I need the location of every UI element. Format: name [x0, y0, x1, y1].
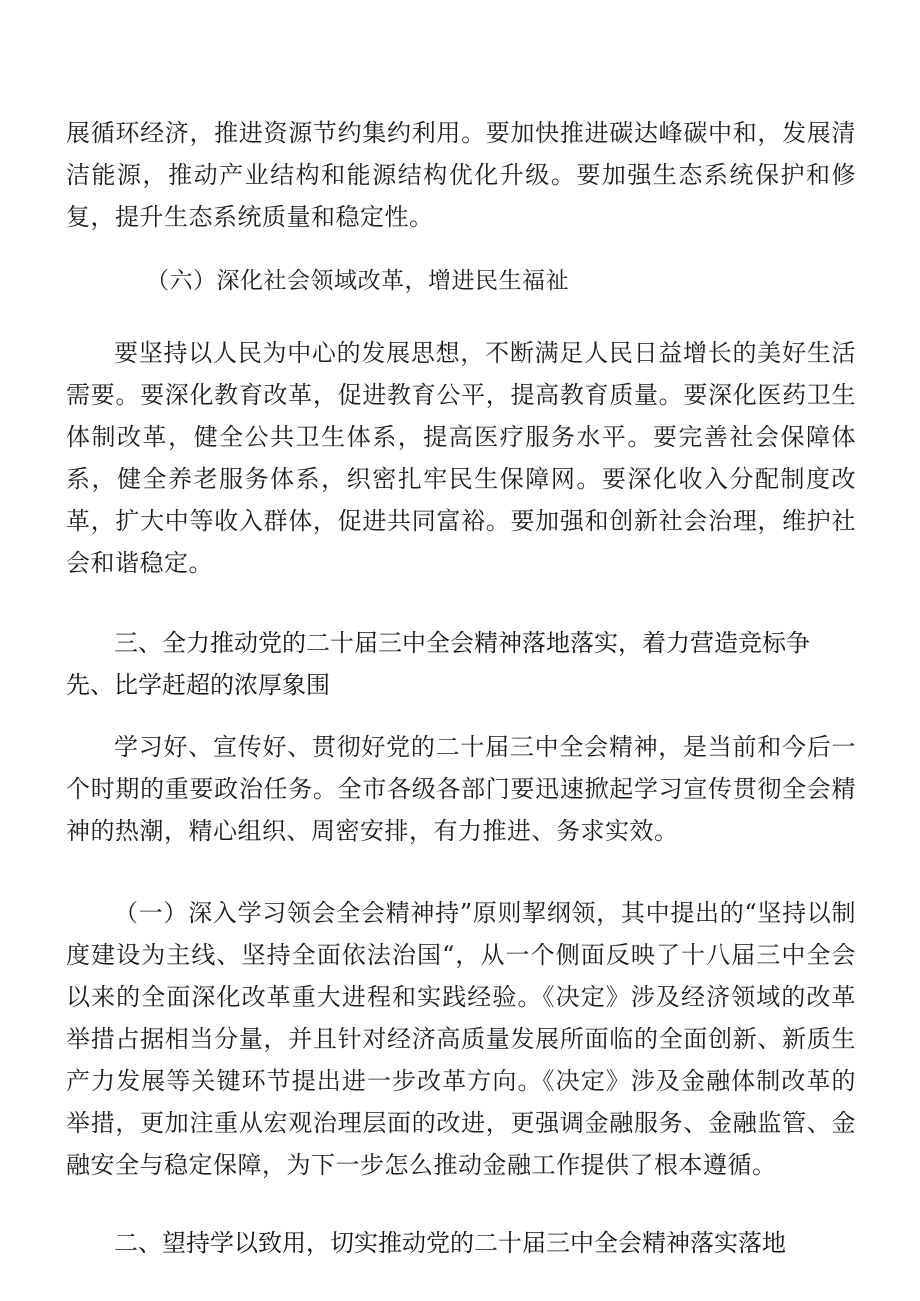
paragraph-study-spirit: 学习好、宣传好、贯彻好党的二十届三中全会精神，是当前和今后一个时期的重要政治任务。全市各级各部门要迅速掀起学习宣传贯彻全会精神的热潮，精心组织、周密安排，有力推进、务求实效。 [66, 733, 856, 845]
heading-section-three: 三、全力推动党的二十届三中全会精神落地落实，着力营造竞标争先、比学赶超的浓厚象围 [66, 629, 810, 699]
document-page [66, 112, 856, 1264]
paragraph-deep-study: （一）深入学习领会全会精神持”原则挈纲领，其中提出的“坚持以制度建设为主线、坚持全面依法治国“，从一个侧面反映了十八届三中全会以来的全面深化改革重大进程和实践经验。《决定》涉及经济领域的改革举措占据相当分量，并且针对经济高质量发展所面临的全面创新、新质生产力发展等关键环节提出进一步改革方向。《决定》涉及金融体制改革的举措，更加注重从宏观治理层面的改进，更强调金融服务、金融监管、金融安全与稳定保障，为下一步怎么推动金融工作提供了根本遵循。 [66, 899, 856, 1179]
heading-section-two: 二、望持学以致用，切实推动党的二十届三中全会精神落实落地 [114, 1229, 786, 1257]
paragraph-ecology: 展循环经济，推进资源节约集约利用。要加快推进碳达峰碳中和，发展清洁能源，推动产业结构和能源结构优化升级。要加强生态系统保护和修复，提升生态系统质量和稳定性。 [66, 119, 856, 231]
subheading-social-reform: （六）深化社会领域改革，增进民生福祉 [146, 268, 569, 294]
paragraph-people-livelihood: 要坚持以人民为中心的发展思想，不断满足人民日益增长的美好生活需要。要深化教育改革，促进教育公平，提高教育质量。要深化医药卫生体制改革，健全公共卫生体系，提高医疗服务水平。要完善社会保障体系，健全养老服务体系，织密扎牢民生保障网。要深化收入分配制度改革，扩大中等收入群体，促进共同富裕。要加强和创新社会治理，维护社会和谐稳定。 [66, 339, 856, 577]
